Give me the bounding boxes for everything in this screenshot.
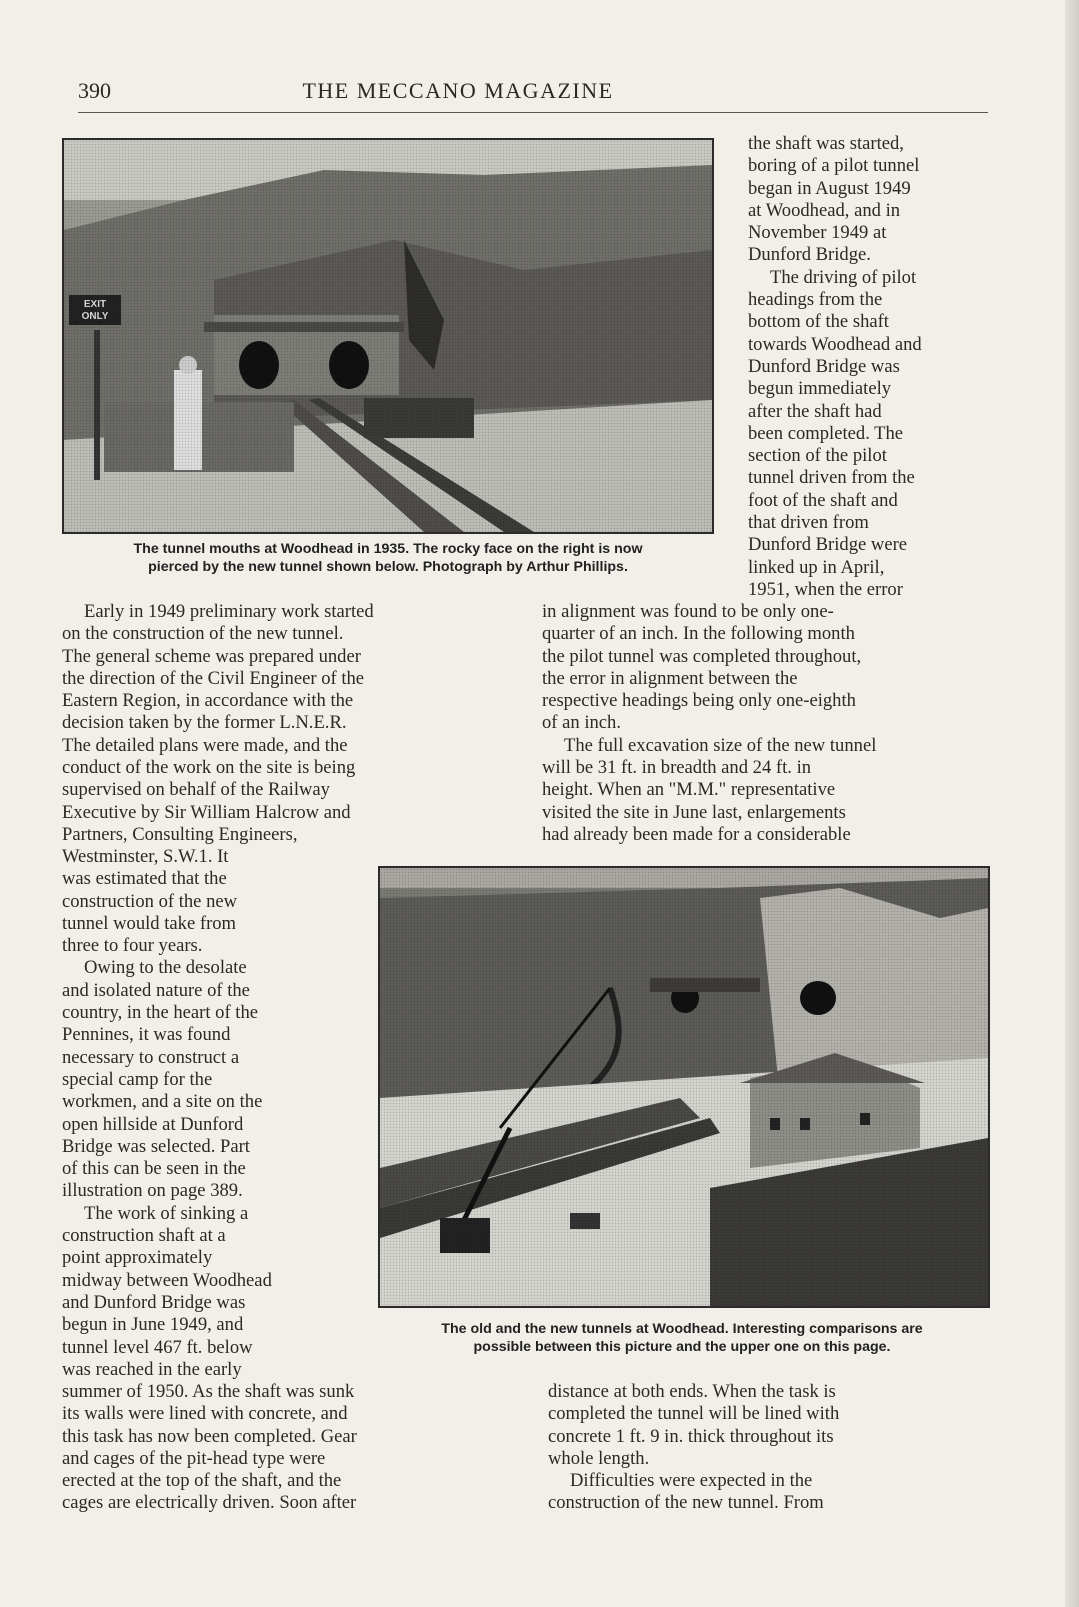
text-line: construction of the new tunnel. From — [548, 1492, 824, 1514]
page-header — [78, 78, 988, 108]
header-rule — [78, 112, 988, 113]
text-line: and cages of the pit-head type were — [62, 1447, 326, 1469]
text-line: Eastern Region, in accordance with the — [62, 690, 354, 712]
text-line: summer of 1950. As the shaft was sunk — [62, 1381, 355, 1402]
text-line: at Woodhead, and in — [748, 199, 901, 221]
text-line: linked up in April, — [748, 556, 885, 578]
text-line: respective headings being only one-eighth — [542, 690, 856, 712]
text-line: towards Woodhead and — [748, 333, 922, 355]
magazine-title: THE MECCANO MAGAZINE — [302, 78, 614, 103]
caption-bottom-photo — [372, 1320, 992, 1356]
text-line: bottom of the shaft — [748, 311, 889, 333]
text-line: headings from the — [748, 289, 883, 311]
text-line: country, in the heart of the — [62, 1002, 259, 1024]
text-line: decision taken by the former L.N.E.R. — [62, 712, 347, 734]
photo-old-and-new-tunnels — [378, 866, 990, 1308]
text-column-left-wide — [62, 601, 505, 846]
text-column-bottom-left — [62, 1381, 510, 1515]
caption-line: The old and the new tunnels at Woodhead. Interesting comparisons are — [441, 1321, 923, 1337]
text-line: after the shaft had — [748, 400, 882, 422]
text-line: begun in June 1949, and — [62, 1314, 244, 1336]
text-line: foot of the shaft and — [748, 489, 898, 511]
text-line: of this can be seen in the — [62, 1158, 246, 1180]
text-line: open hillside at Dunford — [62, 1113, 244, 1135]
page-number: 390 — [78, 78, 111, 103]
text-line: The general scheme was prepared under — [62, 645, 361, 667]
text-line: and Dunford Bridge was — [62, 1291, 246, 1313]
text-line: the error in alignment between the — [542, 667, 798, 689]
text-line: Dunford Bridge were — [748, 534, 908, 556]
text-line: conduct of the work on the site is being — [62, 757, 356, 779]
caption-line: pierced by the new tunnel shown below. Photograph by Arthur Phillips. — [148, 559, 628, 575]
text-line: of an inch. — [542, 712, 621, 734]
text-line: Pennines, it was found — [62, 1024, 231, 1046]
caption-line: The tunnel mouths at Woodhead in 1935. The rocky face on the right is now — [133, 541, 643, 557]
text-line: this task has now been completed. Gear — [62, 1425, 357, 1447]
text-line: that driven from — [748, 512, 869, 534]
text-line: necessary to construct a — [62, 1046, 240, 1068]
text-line: workmen, and a site on the — [62, 1091, 263, 1113]
text-line: Dunford Bridge was — [748, 355, 900, 377]
text-line: Westminster, S.W.1. It — [62, 846, 229, 867]
text-line: in alignment was found to be only one- — [542, 601, 834, 622]
text-line: special camp for the — [62, 1068, 213, 1090]
text-line: was reached in the early — [62, 1358, 242, 1380]
text-line: Executive by Sir William Halcrow and — [62, 801, 351, 823]
photo-woodhead-1935 — [62, 138, 714, 534]
text-line: supervised on behalf of the Railway — [62, 779, 330, 801]
text-line: illustration on page 389. — [62, 1180, 243, 1202]
text-line: distance at both ends. When the task is — [548, 1381, 836, 1402]
text-line: three to four years. — [62, 935, 203, 957]
text-line: its walls were lined with concrete, and — [62, 1403, 348, 1425]
text-line: construction of the new — [62, 890, 238, 912]
text-line: had already been made for a considerable — [542, 823, 851, 845]
text-line: point approximately — [62, 1247, 213, 1269]
text-line: will be 31 ft. in breadth and 24 ft. in — [542, 757, 812, 779]
text-line: Bridge was selected. Part — [62, 1135, 250, 1157]
text-line: tunnel level 467 ft. below — [62, 1336, 253, 1358]
text-line: The driving of pilot — [770, 266, 917, 288]
text-line: was estimated that the — [62, 868, 227, 890]
text-column-bottom-right — [548, 1381, 988, 1515]
text-line: Owing to the desolate — [84, 957, 247, 979]
text-line: Partners, Consulting Engineers, — [62, 823, 298, 845]
page-edge-shadow — [1065, 0, 1079, 1607]
text-line: Dunford Bridge. — [748, 244, 871, 266]
text-line: whole length. — [548, 1447, 650, 1469]
text-column-right-top — [748, 133, 986, 601]
text-line: section of the pilot — [748, 445, 887, 467]
text-line: tunnel would take from — [62, 912, 237, 934]
text-line: erected at the top of the shaft, and the — [62, 1470, 342, 1492]
text-line: been completed. The — [748, 422, 904, 444]
text-line: cages are electrically driven. Soon after — [62, 1492, 357, 1514]
text-line: the shaft was started, — [748, 133, 904, 154]
text-line: midway between Woodhead — [62, 1269, 272, 1291]
text-line: on the construction of the new tunnel. — [62, 623, 344, 645]
text-line: tunnel driven from the — [748, 467, 915, 489]
text-line: the pilot tunnel was completed throughout, — [542, 645, 862, 667]
text-line: visited the site in June last, enlargements — [542, 801, 846, 823]
text-column-left-narrow — [62, 846, 352, 1381]
text-line: began in August 1949 — [748, 177, 911, 199]
text-line: quarter of an inch. In the following month — [542, 623, 855, 645]
text-line: Early in 1949 preliminary work started — [84, 601, 374, 622]
caption-line: possible between this picture and the upper one on this page. — [473, 1339, 891, 1355]
text-line: Difficulties were expected in the — [570, 1470, 813, 1492]
text-line: November 1949 at — [748, 222, 887, 244]
text-line: the direction of the Civil Engineer of the — [62, 667, 365, 689]
text-line: completed the tunnel will be lined with — [548, 1403, 840, 1425]
text-line: begun immediately — [748, 378, 892, 400]
text-line: The work of sinking a — [84, 1202, 249, 1224]
text-line: boring of a pilot tunnel — [748, 155, 920, 177]
text-line: concrete 1 ft. 9 in. thick throughout its — [548, 1425, 834, 1447]
text-line: The full excavation size of the new tunnel — [564, 734, 877, 756]
text-line: construction shaft at a — [62, 1225, 226, 1247]
text-line: The detailed plans were made, and the — [62, 734, 348, 756]
text-line: 1951, when the error — [748, 578, 903, 600]
caption-top-photo — [58, 540, 718, 576]
text-line: height. When an "M.M." representative — [542, 779, 836, 801]
text-column-right-middle — [542, 601, 988, 846]
text-line: and isolated nature of the — [62, 979, 250, 1001]
